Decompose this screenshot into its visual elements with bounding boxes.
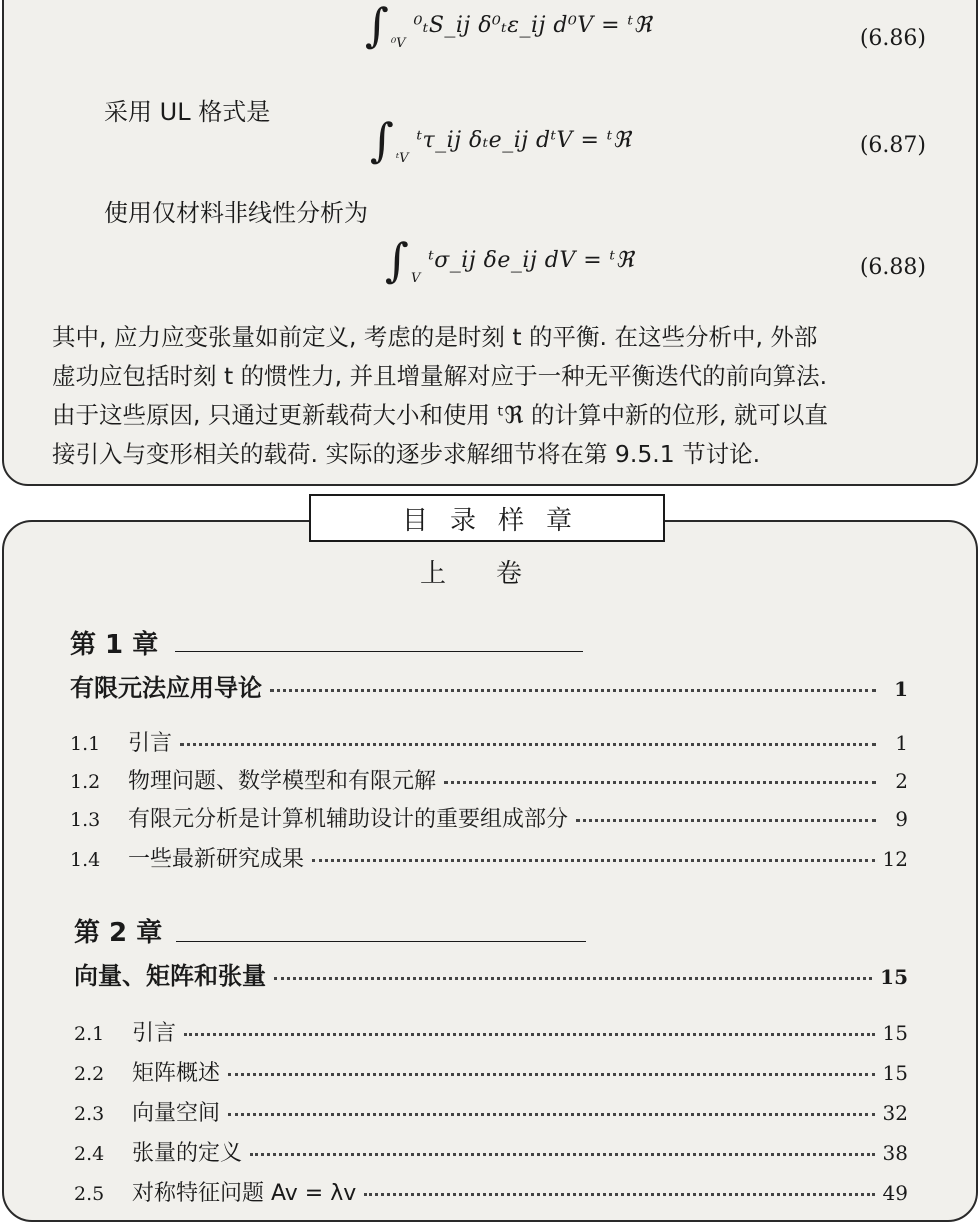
page-number: 12 (882, 847, 908, 871)
dot-leader (228, 1112, 875, 1116)
equation-6-88 (0, 235, 980, 295)
equation-number: (6.86) (859, 26, 926, 51)
paragraph-line: 接引入与变形相关的载荷. 实际的逐步求解细节将在第 9.5.1 节讨论. (52, 440, 761, 468)
dot-leader (444, 780, 876, 784)
equation-number: (6.88) (859, 255, 926, 280)
page-number: 38 (882, 1141, 908, 1165)
equation-formula: ᵗτ_ij δₜe_ij dᵗV = ᵗℜ (416, 127, 632, 153)
chapter-title: 向量、矩阵和张量 (74, 962, 266, 990)
toc-section-entry[interactable] (74, 1176, 908, 1212)
toc-section-entry[interactable] (74, 1016, 908, 1052)
dot-leader (180, 742, 876, 746)
toc-chapter-entry[interactable] (74, 956, 908, 992)
integral-limit: ᵗV (395, 150, 409, 166)
toc-section-entry[interactable] (74, 1096, 908, 1132)
section-title: 对称特征问题 Av = λv (132, 1181, 357, 1206)
section-number: 2.4 (74, 1143, 105, 1165)
integral-sign: ∫ (365, 0, 389, 52)
equation-formula: ⁰ₜS_ij δ⁰ₜε_ij d⁰V = ᵗℜ (413, 12, 652, 38)
toc-section-entry[interactable] (74, 1056, 908, 1092)
paragraph-line: 由于这些原因, 只通过更新载荷大小和使用 ᵗℜ 的计算中新的位形, 就可以直 (52, 401, 828, 429)
section-title: 矩阵概述 (132, 1061, 221, 1086)
equation-number: (6.87) (859, 133, 926, 158)
volume-label: 上卷 (420, 559, 573, 589)
equation-formula: ᵗσ_ij δe_ij dV = ᵗℜ (428, 247, 634, 273)
dot-leader (184, 1032, 875, 1036)
section-title: 张量的定义 (132, 1141, 243, 1166)
toc-section-entry[interactable] (70, 802, 908, 838)
page-number: 9 (895, 807, 908, 831)
toc-chapter-entry[interactable] (70, 668, 908, 704)
page-number: 1 (894, 677, 908, 701)
section-number: 2.2 (74, 1063, 105, 1085)
dot-leader (274, 976, 872, 980)
section-number: 1.4 (70, 849, 101, 871)
section-title: 向量空间 (132, 1101, 221, 1126)
toc-section-entry[interactable] (70, 726, 908, 762)
equation-6-87 (0, 115, 980, 175)
page-number: 15 (880, 965, 908, 989)
integral-sign: ∫ (370, 113, 394, 167)
section-number: 2.3 (74, 1103, 105, 1125)
section-title: 引言 (128, 731, 173, 756)
toc-section-entry[interactable] (74, 1136, 908, 1172)
chapter-number: 第 2 章 (74, 918, 163, 948)
mno-label: 使用仅材料非线性分析为 (104, 199, 368, 227)
page-number: 49 (882, 1181, 908, 1205)
integral-limit: V (410, 270, 421, 286)
page-number: 15 (882, 1021, 908, 1045)
section-number: 2.1 (74, 1023, 105, 1045)
ul-format-label: 采用 UL 格式是 (104, 98, 271, 126)
dot-leader (312, 858, 875, 862)
dot-leader (250, 1152, 875, 1156)
body-paragraph (52, 318, 940, 474)
section-number: 1.2 (70, 771, 101, 793)
chapter-rule (176, 941, 586, 942)
toc-section-entry[interactable] (70, 842, 908, 878)
section-title: 有限元分析是计算机辅助设计的重要组成部分 (128, 807, 569, 832)
dot-leader (364, 1192, 874, 1196)
page-number: 32 (882, 1101, 908, 1125)
page-number: 2 (895, 769, 908, 793)
equation-6-86 (0, 0, 980, 60)
dot-leader (228, 1072, 875, 1076)
paragraph-line: 其中, 应力应变张量如前定义, 考虑的是时刻 t 的平衡. 在这些分析中, 外部 (52, 323, 818, 351)
section-number: 1.3 (70, 809, 101, 831)
integral-limit: ⁰V (390, 35, 406, 51)
page-number: 1 (895, 731, 908, 755)
paragraph-line: 虚功应包括时刻 t 的惯性力, 并且增量解对应于一种无平衡迭代的前向算法. (52, 362, 828, 390)
dot-leader (576, 818, 876, 822)
toc-title: 目录样章 (309, 494, 665, 542)
section-title: 一些最新研究成果 (128, 847, 305, 872)
chapter-rule (175, 651, 583, 652)
toc-section-entry[interactable] (70, 764, 908, 800)
page-number: 15 (882, 1061, 908, 1085)
section-number: 2.5 (74, 1183, 105, 1205)
section-title: 引言 (132, 1021, 177, 1046)
chapter-number: 第 1 章 (70, 630, 159, 660)
section-title: 物理问题、数学模型和有限元解 (128, 769, 437, 794)
chapter-title: 有限元法应用导论 (70, 674, 262, 702)
integral-sign: ∫ (385, 233, 409, 287)
section-number: 1.1 (70, 733, 101, 755)
dot-leader (270, 688, 876, 692)
